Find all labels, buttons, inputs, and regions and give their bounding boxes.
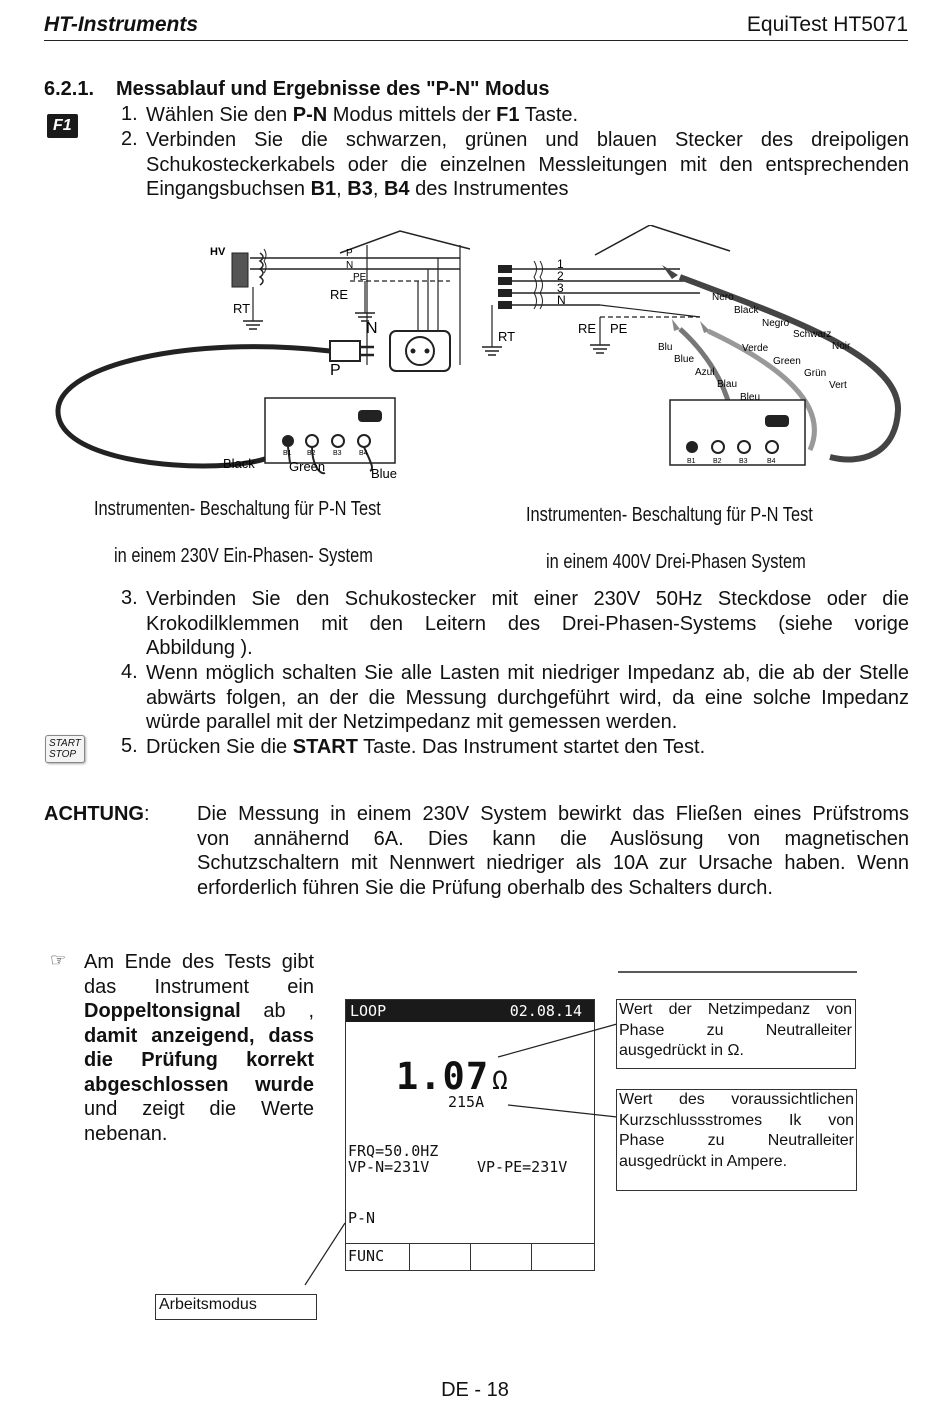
- socket-label: B4: [359, 450, 368, 457]
- step-2-number: 2.: [121, 128, 138, 150]
- leader-mode: [305, 1223, 345, 1285]
- lead-green-label: Green: [289, 459, 326, 474]
- callout-current-line-1: Wert des voraussichtlichen: [619, 1091, 854, 1108]
- note-line-5: die Prüfung korrekt: [84, 1049, 314, 1071]
- leader-impedance: [498, 1024, 617, 1057]
- note-line-6: abgeschlossen wurde: [84, 1073, 314, 1096]
- black-name: Schwarz: [793, 329, 832, 340]
- step-5-part: Drücken Sie die: [146, 736, 293, 758]
- black-name: Negro: [762, 318, 790, 329]
- green-name: Vert: [829, 380, 847, 391]
- stop-key-label: STOP: [49, 749, 77, 760]
- warning-label-text: ACHTUNG: [44, 803, 144, 825]
- socket-label: B2: [713, 458, 722, 465]
- green-name: Verde: [742, 343, 769, 354]
- display-current-value: 215A: [448, 1093, 485, 1111]
- blue-name: Blu: [658, 342, 673, 353]
- step-5-part: Taste. Das Instrument startet den Test.: [357, 736, 706, 758]
- display-voltage-pn: VP-N=231V: [348, 1158, 430, 1176]
- step-3-line-1: Verbinden Sie den Schukostecker mit einer 230V 50Hz Steckdose oder die: [146, 588, 909, 610]
- socket-label: B3: [739, 458, 748, 465]
- step-1-part: Taste.: [519, 104, 579, 126]
- label-re: RE: [578, 321, 597, 336]
- leader-current: [508, 1105, 617, 1117]
- impedance-number: 1.07: [396, 1055, 490, 1098]
- label-rt: RT: [233, 301, 251, 316]
- step-5-number: 5.: [121, 735, 138, 757]
- callout-current-line-3: Phase zu Neutralleiter: [619, 1132, 854, 1149]
- label-l3: 3: [557, 281, 564, 295]
- callout-current-line-2: Kurzschlussstromes Ik von: [619, 1111, 854, 1129]
- warning-line-4: erforderlich führen Sie die Prüfung oberhalb des Schalters durch.: [197, 876, 773, 899]
- step-1-bold-key: F1: [496, 104, 520, 126]
- black-name: Noir: [832, 341, 851, 352]
- callout-current: [616, 1089, 857, 1191]
- lead-blue-label: Blue: [371, 466, 398, 481]
- label-n: N: [557, 293, 566, 307]
- step-2-part: des Instrumentes: [409, 178, 569, 200]
- step-4-number: 4.: [121, 661, 138, 683]
- step-1-number: 1.: [121, 103, 138, 125]
- warning-line-1: Die Messung in einem 230V System bewirkt das Fließen eines Prüfstroms: [197, 803, 909, 825]
- note-line-7: und zeigt die Werte: [84, 1098, 314, 1120]
- socket-label: B1: [687, 458, 696, 465]
- label-rt: RT: [498, 329, 516, 344]
- section-number: 6.2.1.: [44, 78, 95, 100]
- callout-impedance-line-2: Phase zu Neutralleiter: [619, 1021, 852, 1039]
- impedance-unit: Ω: [492, 1066, 509, 1096]
- f1-key-label: F1: [47, 114, 78, 138]
- step-2-part: ,: [372, 178, 384, 200]
- label-hv: HV: [210, 246, 226, 258]
- step-1-part: Wählen Sie den: [146, 104, 293, 126]
- step-2-part: ,: [336, 178, 348, 200]
- socket-label: B2: [307, 450, 316, 457]
- socket-b4-ref: B4: [383, 178, 410, 200]
- note-line-8: nebenan.: [84, 1122, 168, 1145]
- display-function-mode: P-N: [348, 1209, 376, 1227]
- callout-current-line-4: ausgedrückt in Ampere.: [619, 1152, 788, 1170]
- note-part: ab ,: [240, 1000, 314, 1022]
- blue-name: Blau: [717, 379, 738, 390]
- label-pe: PE: [610, 321, 628, 336]
- note-line-1: Am Ende des Tests gibt: [84, 951, 314, 973]
- display-mode: LOOP: [350, 1002, 387, 1020]
- softkey-func[interactable]: FUNC: [348, 1247, 385, 1265]
- blue-name: Bleu: [740, 392, 761, 403]
- step-3-line-3: Abbildung ).: [146, 637, 253, 659]
- pointing-hand-icon: ☞: [50, 950, 67, 970]
- callout-impedance-line-3: ausgedrückt in Ω.: [619, 1042, 744, 1059]
- section-title: Messablauf und Ergebnisse des "P-N" Modus: [116, 78, 550, 100]
- label-l2: 2: [557, 269, 564, 283]
- warning-line-2: von annähernd 6A. Dies kann die Auslösung von magnetischen: [197, 827, 909, 850]
- page-number: DE - 18: [441, 1379, 509, 1401]
- display-voltage-ppe: VP-PE=231V: [477, 1158, 568, 1176]
- step-1-bold-mode: P-N: [292, 104, 328, 126]
- green-name: Green: [773, 356, 801, 367]
- label-re: RE: [330, 287, 349, 302]
- socket-label: B1: [283, 450, 292, 457]
- step-4-line-2: abwärts folgen, an der die Messung durchgeführt wird, da eine solche Impedanz: [146, 686, 909, 709]
- note-line-4: damit anzeigend, dass: [84, 1024, 314, 1047]
- label-n: N: [346, 260, 354, 271]
- lead-black-label: Black: [223, 456, 255, 471]
- step-2-line-2: Schukosteckerkabels oder die einzelnen Messleitungen mit den entsprechenden: [146, 153, 909, 176]
- warning-colon: :: [144, 803, 150, 825]
- label-p: P: [346, 248, 353, 259]
- socket-label: B3: [333, 450, 342, 457]
- callout-impedance-line-1: Wert der Netzimpedanz von: [619, 1001, 852, 1018]
- black-name: Nero: [712, 292, 734, 303]
- blue-name: Azul: [695, 367, 715, 378]
- step-4-line-1: Wenn möglich schalten Sie alle Lasten mit niedriger Impedanz ab, die ab der Stelle: [146, 662, 909, 684]
- label-n-big: N: [366, 320, 378, 337]
- product-name: EquiTest HT5071: [746, 13, 908, 36]
- step-2-part: Eingangsbuchsen: [146, 178, 311, 200]
- step-3-number: 3.: [121, 587, 138, 609]
- label-pe: PE: [353, 272, 367, 283]
- step-2-line-1: Verbinden Sie die schwarzen, grünen und blauen Stecker des dreipoligen: [146, 129, 909, 151]
- right-caption-line-2: in einem 400V Drei-Phasen System: [546, 551, 806, 573]
- left-caption-line-2: in einem 230V Ein-Phasen- System: [114, 545, 373, 567]
- callout-impedance: [616, 999, 856, 1069]
- step-3-line-2: Krokodilklemmen mit den Leitern des Drei-Phasen-Systems (siehe vorige: [146, 612, 909, 635]
- left-caption-line-1: Instrumenten- Beschaltung für P-N Test: [94, 498, 381, 520]
- socket-b3-ref: B3: [347, 178, 373, 200]
- warning-line-3: Schutzschaltern mit Nennwert niedriger als 10A zur Ursache haben. Wenn: [197, 852, 909, 874]
- note-line-2: das Instrument ein: [84, 975, 314, 998]
- display-frequency: FRQ=50.0HZ: [348, 1142, 439, 1160]
- brand-name: HT-Instruments: [44, 13, 199, 36]
- black-name: Black: [734, 305, 759, 316]
- display-date: 02.08.14: [509, 1002, 582, 1020]
- socket-b1-ref: B1: [310, 178, 337, 200]
- blue-name: Blue: [674, 354, 695, 365]
- step-1-part: Modus mittels der: [327, 104, 497, 126]
- callout-mode: Arbeitsmodus: [155, 1294, 317, 1320]
- step-5-bold-key: START: [292, 736, 358, 758]
- label-l1: 1: [557, 257, 564, 271]
- socket-label: B4: [767, 458, 776, 465]
- label-p-big: P: [330, 362, 341, 379]
- right-caption-line-1: Instrumenten- Beschaltung für P-N Test: [526, 504, 813, 526]
- green-name: Grün: [804, 368, 827, 379]
- note-bold: Doppeltonsignal: [84, 1000, 241, 1022]
- step-4-line-3: würde parallel mit der Netzimpedanz mit gemessen werden.: [146, 711, 678, 733]
- start-key-label: START: [49, 738, 81, 749]
